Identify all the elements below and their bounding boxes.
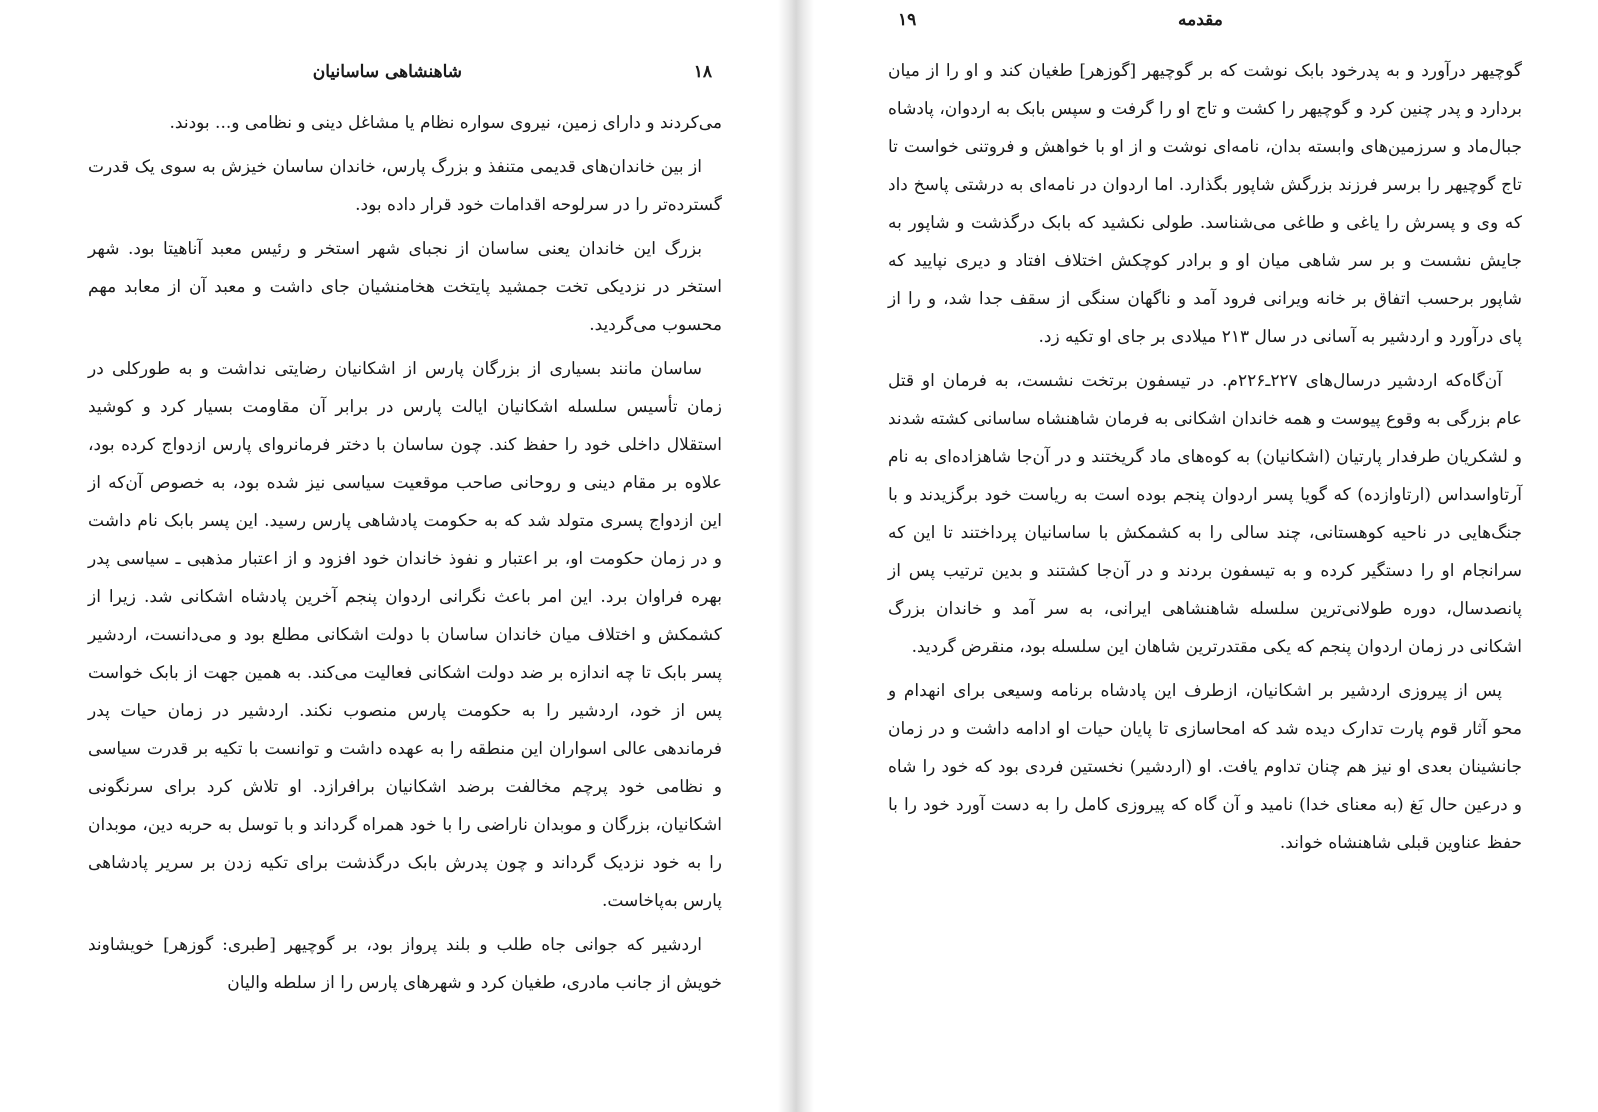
left-body-text bbox=[88, 104, 722, 1008]
right-page-number: ۱۹ bbox=[898, 10, 917, 30]
right-running-head bbox=[888, 10, 1522, 40]
right-page bbox=[860, 0, 1550, 1112]
paragraph: آن‌گاه‌که اردشیر درسال‌های ۲۲۷ـ۲۲۶م. در تیسفون برتخت نشست، به فرمان او قتل عام بزرگی به وقوع پیوست و همه خاندان اشکانی به فرمان شاهنشاه ساسانی کشته شدند و لشکریان طرفدار پارتیان (اشکانیان) به کوه‌های ماد گریختند و در آن‌جا شاهزاده‌ای به نام آرتاواسداس (ارتاوازده) که گویا پسر اردوان پنجم بوده است به ریاست خود برگزیدند و با جنگ‌هایی در ناحیه کوهستانی، چند سالی را به کشمکش با ساسانیان پرداختند تا این که سرانجام او را دستگیر کرده و به تیسفون بردند و در آن‌جا کشتند و بدین ترتیب پس از پانصدسال، دوره طولانی‌ترین سلسله شاهنشاهی ایرانی، به سر آمد و خاندان بزرگ اشکانی در زمان اردوان پنجم که یکی مقتدرترین شاهان این سلسله بود، منقرض گردید. bbox=[888, 371, 1522, 657]
right-running-title: مقدمه bbox=[1178, 10, 1223, 30]
paragraph: بزرگ این خاندان یعنی ساسان از نجبای شهر استخر و رئیس معبد آناهیتا بود. شهر استخر در نزدیکی تخت جمشید پایتخت هخامنشیان جای داشت و معبد آن از معابد مهم محسوب می‌گردید. bbox=[88, 239, 722, 335]
book-gutter bbox=[778, 0, 814, 1112]
paragraph: اردشیر که جوانی جاه طلب و بلند پرواز بود، بر گوچیهر [طبری: گوزهر] خویشاوند خویش از جانب مادری، طغیان کرد و شهرهای پارس را از سلطه والیان bbox=[88, 935, 722, 993]
paragraph: ساسان مانند بسیاری از بزرگان پارس از اشکانیان رضایتی نداشت و به طورکلی در زمان تأسیس سلسله اشکانیان ایالت پارس در برابر آن مقاومت بسیار کرد و کوشید استقلال داخلی خود را حفظ کند. چون ساسان با دختر فرمانروای پارس ازدواج کرده بود، علاوه بر مقام دینی و روحانی صاحب موقعیت سیاسی نیز شده بود، به خصوص آن‌که از این ازدواج پسری متولد شد که به حکومت پادشاهی پارس رسید. این پسر بابک نام داشت و در زمان حکومت او، بر اعتبار و نفوذ خاندان خود افزود و از اعتبار مذهبی ـ سیاسی پدر بهره فراوان برد. این امر باعث نگرانی اردوان پنجم آخرین پادشاه اشکانی شد. زیرا از کشمکش و اختلاف میان خاندان ساسان با دولت اشکانی مطلع بود و می‌دانست، اردشیر پسر بابک تا چه اندازه بر ضد دولت اشکانی فعالیت می‌کند. به همین جهت از بابک خواست پس از خود، اردشیر را به حکومت پارس منصوب نکند. اردشیر در زمان حیات پدر فرماندهی عالی اسواران این منطقه را به عهده داشت و توانست با تکیه بر قدرت سیاسی و نظامی خود پرچم مخالفت برضد اشکانیان برافرازد. او تلاش کرد برای سرنگونی اشکانیان، بزرگان و موبدان ناراضی را با خود همراه گرداند و با توسل به حربه دین، موبدان را به خود نزدیک گرداند و چون پدرش بابک درگذشت برای تکیه زدن بر سریر پادشاهی پارس به‌پاخاست. bbox=[88, 359, 723, 911]
left-running-title: شاهنشاهی ساسانیان bbox=[312, 62, 462, 82]
left-page-number: ۱۸ bbox=[693, 62, 712, 82]
right-body-text bbox=[888, 52, 1522, 868]
paragraph: پس از پیروزی اردشیر بر اشکانیان، ازطرف این پادشاه برنامه وسیعی برای انهدام و محو آثار قوم پارت تدارک دیده شد که امحاسازی تا پایان حیات او ادامه داشت و در زمان جانشینان بعدی او نیز هم چنان تداوم یافت. او (اردشیر) نخستین فردی بود که خود را شاه و درعین حال بَغ (به معنای خدا) نامید و آن گاه که پیروزی کامل را به دست آورد خود را با حفظ عناوین قبلی شاهنشاه خواند. bbox=[888, 681, 1522, 853]
paragraph: از بین خاندان‌های قدیمی متنفذ و بزرگ پارس، خاندان ساسان خیزش به سوی یک قدرت گسترده‌تر را در سرلوحه اقدامات خود قرار داده بود. bbox=[88, 157, 722, 215]
paragraph: گوچیهر درآورد و به پدرخود بابک نوشت که بر گوچیهر [گوزهر] طغیان کند و او را از میان بردارد و پدر چنین کرد و گوچیهر را کشت و تاج او را گرفت و سپس بابک به اردوان، پادشاه جبال‌ماد و سرزمین‌های وابسته بدان، نامه‌ای نوشت و از او با خواهش و فروتنی خواست تا تاج گوچیهر را برسر فرزند بزرگش شاپور بگذارد. اما اردوان در نامه‌ای به درشتی پاسخ داد که وی و پسرش را یاغی و طاغی می‌شناسد. طولی نکشید که بابک درگذشت و شاپور به جایش نشست و بر سر شاهی میان او و برادر کوچکش اختلاف افتاد و دیری نپایید که شاپور برحسب اتفاق بر خانه ویرانی فرود آمد و ناگهان سنگی از سقف جدا شد، و را از پای درآورد و اردشیر به آسانی در سال ۲۱۳ میلادی بر جای او تکیه زد. bbox=[888, 61, 1522, 347]
left-running-head bbox=[88, 62, 722, 92]
paragraph: می‌کردند و دارای زمین، نیروی سواره نظام یا مشاغل دینی و نظامی و... بودند. bbox=[169, 113, 722, 133]
left-page bbox=[60, 0, 750, 1112]
